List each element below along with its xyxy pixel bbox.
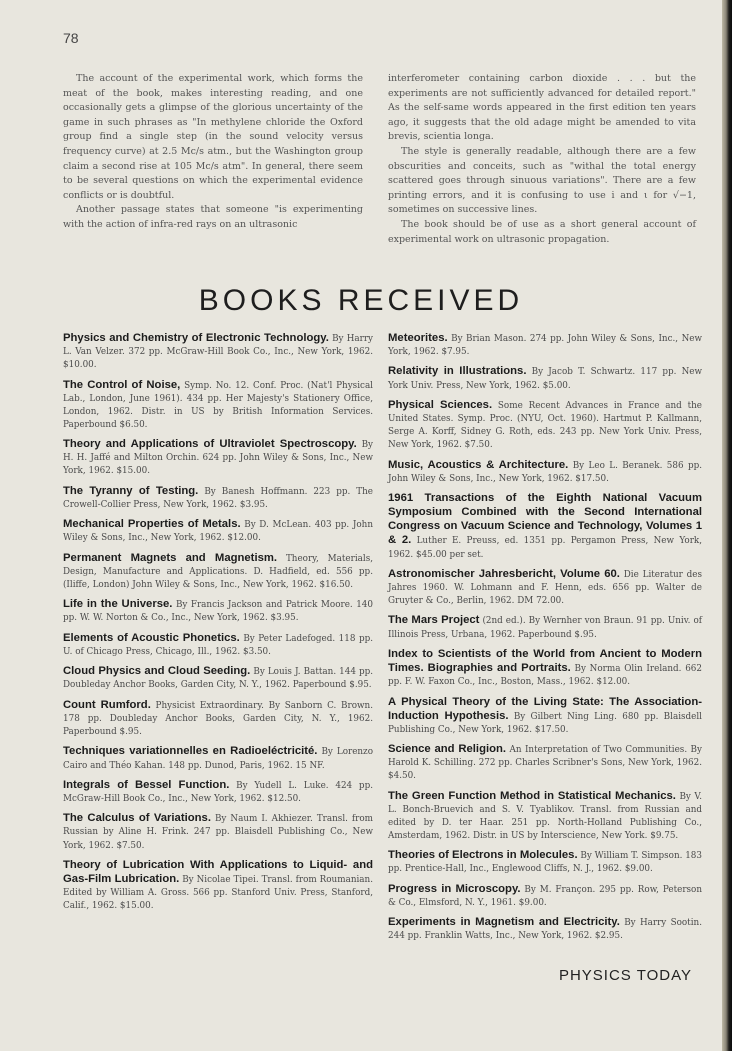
book-entry: [388, 916, 702, 943]
book-entry: [63, 665, 373, 692]
book-entry: [388, 883, 702, 910]
book-title: A Physical Theory of the Living State: The Association-Induction Hypothesis.: [388, 695, 702, 722]
book-details: By Banesh Hoffmann. 223 pp. The Crowell-Collier Press, New York, 1962. $3.95.: [63, 486, 373, 510]
book-entry: [388, 696, 702, 737]
book-title: The Control of Noise,: [63, 378, 181, 391]
book-entry: [63, 598, 373, 625]
book-details: By Nicolae Tipei. Transl. from Roumanian. Edited by William A. Gross. 566 pp. Stanford Univ. Press, Stanford, Calif., 1962. $15.00.: [63, 875, 373, 912]
review-paragraph: interferometer containing carbon dioxide . . . but the experiments are not sufficiently advanced for detailed report." As the self-same words appeared in the first edition ten years ago, it suggests that the old adage might be amended to vita brevis, scientia longa.: [388, 73, 696, 143]
book-entry: [63, 379, 373, 432]
book-title: The Green Function Method in Statistical Mechanics.: [388, 789, 676, 802]
book-title: Cloud Physics and Cloud Seeding.: [63, 665, 251, 678]
review-text-right-column: [388, 72, 696, 247]
book-entry: [388, 332, 702, 359]
book-entry: [63, 859, 373, 913]
review-paragraph: The book should be of use as a short general account of experimental work on ultrasonic propagation.: [388, 218, 696, 245]
review-paragraph: The account of the experimental work, which forms the meat of the book, makes interesting reading, and one occasionally gets a glimpse of the glorious uncertainty of the game in such phrases as "In methylene chloride the Oxford group find a single step (in the sound velocity versus frequency curve) at 2.5 Mc/s atm., but the Washington group claim a second rise at 105 Mc/s atm". In general, there seem to be several questions on which the experimental evidence conflicts or is doubtful.: [63, 73, 363, 201]
book-entry: [63, 552, 373, 592]
book-title: Progress in Microscopy.: [388, 882, 521, 895]
book-details: By Harry L. Van Velzer. 372 pp. McGraw-Hill Book Co., Inc., New York, 1962. $10.00.: [63, 334, 374, 371]
book-title: Theory of Lubrication With Applications to Liquid- and Gas-Film Lubrication.: [63, 858, 373, 886]
book-entry: [388, 492, 702, 561]
book-title: Mechanical Properties of Metals.: [63, 518, 241, 531]
books-left-column: [63, 332, 373, 920]
book-title: Theories of Electrons in Molecules.: [388, 849, 578, 862]
review-paragraph: Another passage states that someone "is experimenting with the action of infra-red rays on an ultrasonic: [63, 204, 363, 230]
book-entry: [388, 743, 702, 783]
book-details: Luther E. Preuss, ed. 1351 pp. Pergamon Press, New York, 1962. $45.00 per set.: [388, 536, 703, 560]
book-title: Experiments in Magnetism and Electricity.: [388, 916, 620, 929]
book-details: (2nd ed.). By Wernher von Braun. 91 pp. Univ. of Illinois Press, Urbana, 1962. Paperbound $.95.: [388, 616, 702, 640]
book-details: Symp. No. 12. Conf. Proc. (Nat'l Physical Lab., London, June 1961). 434 pp. Her Majesty's Stationery Office, London, 1962. Distr. in US by British Information Services. Paperbound $6.50.: [63, 380, 373, 430]
book-entry: [63, 632, 373, 659]
book-entry: [63, 485, 373, 512]
book-title: Relativity in Illustrations.: [388, 365, 527, 378]
book-details: By Jacob T. Schwartz. 117 pp. New York Univ. Press, New York, 1962. $5.00.: [388, 367, 703, 391]
book-entry: [63, 518, 373, 545]
book-details: By Naum I. Akhiezer. Transl. from Russian by Aline H. Frink. 247 pp. Blaisdell Publishing Co., New York, 1962. $7.50.: [63, 814, 374, 851]
book-details: An Interpretation of Two Communities. By Harold K. Schilling. 272 pp. Charles Scribner's Sons, New York, 1962. $4.50.: [388, 745, 702, 782]
book-entry: [63, 779, 373, 806]
book-title: Techniques variationnelles en Radioeléctricité.: [63, 745, 318, 758]
book-entry: [388, 648, 702, 689]
book-entry: [63, 332, 373, 372]
book-title: Index to Scientists of the World from Ancient to Modern Times. Biographies and Portraits.: [388, 647, 702, 675]
book-entry: [63, 699, 373, 739]
book-title: The Calculus of Variations.: [63, 812, 211, 825]
book-details: By Leo L. Beranek. 586 pp. John Wiley & Sons, Inc., New York, 1962. $17.50.: [388, 460, 703, 484]
book-details: By H. H. Jaffé and Milton Orchin. 624 pp. John Wiley & Sons, Inc., New York, 1962. $15.00.: [63, 440, 373, 477]
book-title: Theory and Applications of Ultraviolet Spectroscopy.: [63, 438, 357, 451]
book-details: By Louis J. Battan. 144 pp. Doubleday Anchor Books, Garden City, N. Y., 1962. Paperbound $.95.: [63, 667, 374, 691]
page-edge-shadow: [722, 0, 732, 1051]
book-details: By Francis Jackson and Patrick Moore. 140 pp. W. W. Norton & Co., Inc., New York, 1962. $3.95.: [63, 600, 373, 624]
book-details: By Gilbert Ning Ling. 680 pp. Blaisdell Publishing Co., New York, 1962. $17.50.: [388, 711, 702, 735]
review-paragraph: The style is generally readable, although there are a few obscurities and conceits, such as "withal the total energy scattered goes through sinuous variations". There are a few printing errors, and it is confusing to use i and ι for √−1, sometimes on successive lines.: [388, 145, 696, 216]
book-entry: [388, 849, 702, 876]
book-title: Astronomischer Jahresbericht, Volume 60.: [388, 567, 620, 580]
book-details: By V. L. Bonch-Bruevich and S. V. Tyablikov. Transl. from Russian and edited by D. ter Haar. 251 pp. North-Holland Publishing Co., Amsterdam, 1962. Distr. in US by Interscience, New York. $9.75.: [388, 791, 703, 841]
book-entry: [388, 568, 702, 608]
book-title: The Mars Project: [388, 614, 480, 627]
book-entry: [388, 614, 702, 641]
book-details: By Harry Sootin. 244 pp. Franklin Watts, Inc., New York, 1962. $2.95.: [388, 918, 702, 942]
book-title: Meteorites.: [388, 332, 448, 344]
book-title: Science and Religion.: [388, 743, 507, 756]
book-entry: [388, 399, 702, 452]
book-details: Some Recent Advances in France and the United States. Symp. Proc. (NYU, Oct. 1960). Hartmut P. Kallmann, Serge A. Korff, Sidney G. Roth, eds. 243 pp. New York Univ. Press, New York, 1962. $7.50.: [388, 400, 702, 451]
book-title: Elements of Acoustic Phonetics.: [63, 631, 240, 644]
book-details: Physicist Extraordinary. By Sanborn C. Brown. 178 pp. Doubleday Anchor Books, Garden City, N. Y., 1962. Paperbound $.95.: [63, 700, 373, 738]
book-entry: [388, 365, 702, 392]
book-title: Count Rumford.: [63, 698, 151, 711]
book-details: By Norma Olin Ireland. 662 pp. F. W. Faxon Co., Inc., Boston, Mass., 1962. $12.00.: [388, 664, 702, 688]
section-title: BOOKS RECEIVED: [198, 284, 524, 317]
book-details: By M. Françon. 295 pp. Row, Peterson & Co., Elmsford, N. Y., 1961. $9.00.: [388, 884, 702, 908]
book-title: Life in the Universe.: [63, 598, 173, 611]
book-details: By Peter Ladefoged. 118 pp. U. of Chicago Press, Chicago, Ill., 1962. $3.50.: [63, 633, 374, 657]
book-entry: [63, 812, 373, 852]
review-text-left-column: [63, 72, 363, 233]
book-title: Physical Sciences.: [388, 398, 493, 411]
book-title: Physics and Chemistry of Electronic Technology.: [63, 332, 329, 344]
book-entry: [63, 438, 373, 478]
book-details: By Yudell L. Luke. 424 pp. McGraw-Hill Book Co., Inc., New York, 1962. $12.50.: [63, 780, 373, 804]
book-details: Die Literatur des Jahres 1960. W. Lohmann and F. Henn, eds. 656 pp. Walter de Gruyter & Co., Berlin, 1962. DM 72.00.: [388, 569, 702, 607]
book-title: The Tyranny of Testing.: [63, 484, 199, 497]
book-details: By D. McLean. 403 pp. John Wiley & Sons, Inc., New York, 1962. $12.00.: [63, 520, 373, 544]
page-number: 78: [63, 30, 79, 46]
book-details: By William T. Simpson. 183 pp. Prentice-Hall, Inc., Englewood Cliffs, N. J., 1962. $9.00.: [388, 851, 703, 875]
book-entry: [388, 790, 702, 843]
book-entry: [63, 745, 373, 772]
book-title: Music, Acoustics & Architecture.: [388, 458, 569, 471]
book-details: Theory, Materials, Design, Manufacture and Applications. D. Hadfield, ed. 556 pp. (Iliffe, London) John Wiley & Sons, Inc., New York, 1962. $16.50.: [63, 553, 374, 590]
book-entry: [388, 459, 702, 486]
book-title: Integrals of Bessel Function.: [63, 778, 230, 791]
journal-footer: PHYSICS TODAY: [558, 967, 692, 984]
book-details: By Lorenzo Cairo and Théo Kahan. 148 pp. Dunod, Paris, 1962. 15 NF.: [63, 747, 373, 771]
book-details: By Brian Mason. 274 pp. John Wiley & Sons, Inc., New York, 1962. $7.95.: [388, 334, 703, 358]
book-title: Permanent Magnets and Magnetism.: [63, 551, 278, 564]
book-title: 1961 Transactions of the Eighth National Vacuum Symposium Combined with the Second International Congress on Vacuum Science and Technology, Volumes 1 & 2.: [388, 492, 702, 547]
books-right-column: [388, 332, 702, 950]
